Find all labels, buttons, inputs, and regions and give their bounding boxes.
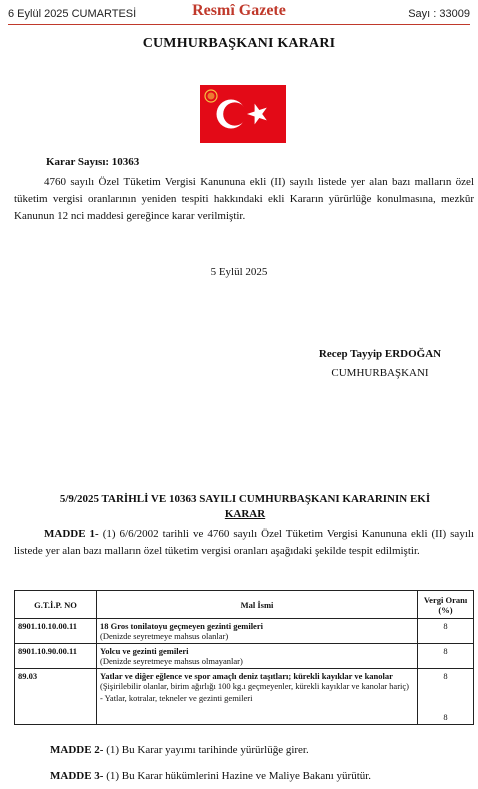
- signer-name: Recep Tayyip ERDOĞAN: [318, 348, 442, 360]
- header-date: 6 Eylül 2025 CUMARTESİ: [8, 8, 137, 20]
- tax-rate: 8: [418, 619, 474, 644]
- goods-note: (Denizde seyretmeye mahsus olanlar): [100, 631, 229, 641]
- goods-name: 18 Gros tonilatoyu geçmeyen gezinti gemileri: [100, 621, 263, 631]
- gtip-code: 89.03: [15, 669, 97, 725]
- column-header-rate: Vergi Oranı (%): [418, 591, 474, 619]
- annex-title: [30, 492, 460, 522]
- goods-name-cell: [97, 669, 418, 725]
- article-3-label: MADDE 3-: [50, 770, 104, 782]
- table-row: [15, 669, 474, 725]
- issue-number: Sayı : 33009: [408, 8, 470, 20]
- goods-subitem: - Yatlar, kotralar, tekneler ve gezinti gemileri: [100, 693, 253, 703]
- table-row: [15, 619, 474, 644]
- decision-number: Karar Sayısı: 10363: [46, 156, 140, 168]
- article-2: [50, 742, 309, 759]
- goods-note: (Şişirilebilir olanlar, birim ağırlığı 100 kg.ı geçmeyenler, kürekli kayıklar ve kanolar hariç): [100, 681, 409, 691]
- article-3: [50, 768, 371, 785]
- subitem-tax-rate: 8: [443, 712, 448, 722]
- article-1-label: MADDE 1-: [44, 528, 99, 540]
- gtip-code: 8901.10.10.00.11: [15, 619, 97, 644]
- gtip-code: 8901.10.90.00.11: [15, 644, 97, 669]
- article-3-text: (1) Bu Karar hükümlerini Hazine ve Maliye Bakanı yürütür.: [103, 770, 372, 782]
- document-title: CUMHURBAŞKANI KARARI: [142, 36, 336, 51]
- table-header-row: [15, 591, 474, 619]
- tax-rate-table: [14, 590, 474, 720]
- column-header-goods: Mal İsmi: [97, 591, 418, 619]
- goods-name-cell: [97, 619, 418, 644]
- article-2-text: (1) Bu Karar yayımı tarihinde yürürlüğe girer.: [103, 744, 309, 756]
- article-1-text: (1) 6/6/2002 tarihli ve 4760 sayılı Özel Tüketim Vergisi Kanununa ekli (II) sayılı listede yer alan bazı malların özel tüketim vergisi oranları aşağıdaki şekilde tespit edilmiştir.: [14, 528, 474, 557]
- turkish-flag-icon: [200, 85, 286, 143]
- decision-body: 4760 sayılı Özel Tüketim Vergisi Kanununa ekli (II) sayılı listede yer alan bazı malların özel tüketim vergisi oranlarının yeniden tespiti hakkındaki ekli Kararın yürürlüğe konulmasına, mezkûr Kanunun 12 nci maddesi gereğince karar verilmiştir.: [14, 176, 474, 222]
- tax-rate-cell: [418, 669, 474, 725]
- goods-name-cell: [97, 644, 418, 669]
- annex-title-line1: 5/9/2025 TARİHLİ VE 10363 SAYILI CUMHURBAŞKANI KARARININ EKİ: [59, 493, 431, 505]
- table-row: [15, 644, 474, 669]
- annex-title-line2: KARAR: [224, 508, 266, 520]
- goods-name: Yatlar ve diğer eğlence ve spor amaçlı deniz taşıtları; kürekli kayıklar ve kanolar: [100, 671, 393, 681]
- gazette-header: [0, 0, 478, 24]
- tax-rate: 8: [443, 671, 448, 681]
- publication-title: Resmî Gazete: [192, 2, 286, 19]
- header-divider: [8, 24, 470, 25]
- goods-note: (Denizde seyretmeye mahsus olmayanlar): [100, 656, 243, 666]
- column-header-gtip: G.T.İ.P. NO: [15, 591, 97, 619]
- decision-date: 5 Eylül 2025: [210, 266, 268, 278]
- article-1: [14, 526, 474, 560]
- signer-title: CUMHURBAŞKANI: [331, 367, 429, 379]
- goods-name: Yolcu ve gezinti gemileri: [100, 646, 189, 656]
- article-2-label: MADDE 2-: [50, 744, 104, 756]
- tax-rate: 8: [418, 644, 474, 669]
